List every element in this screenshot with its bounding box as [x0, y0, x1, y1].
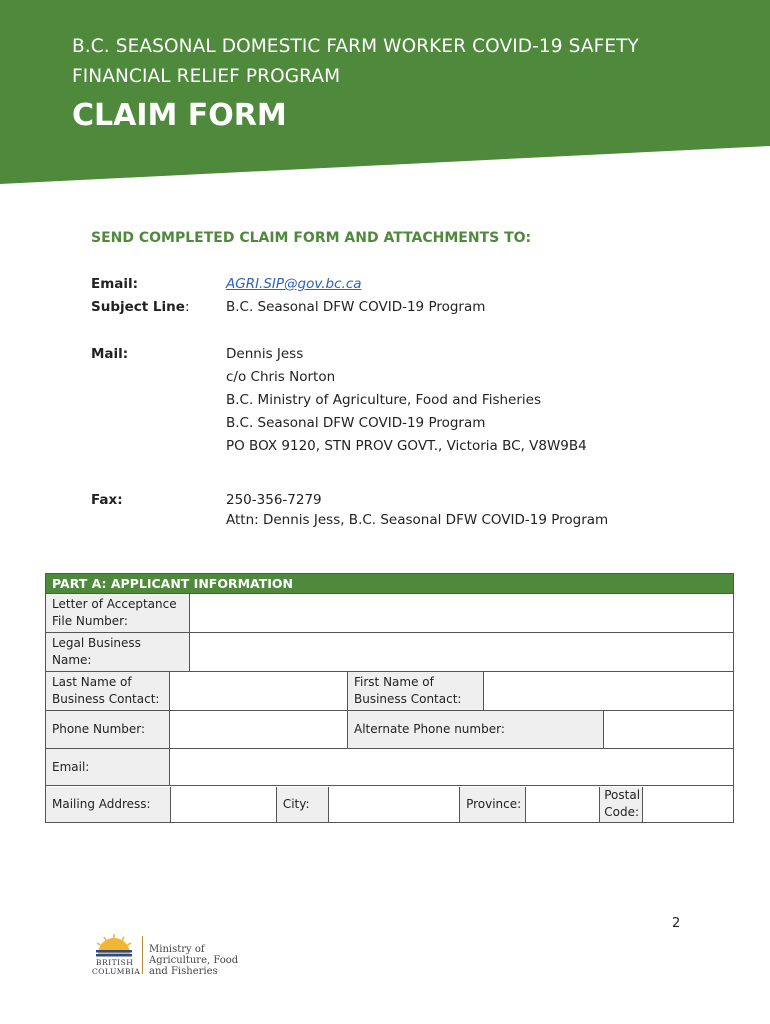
mail-label: Mail: [91, 346, 129, 362]
postal-code-label: Postal Code: [600, 787, 643, 822]
first-name-field[interactable] [484, 672, 734, 711]
logo-divider [142, 936, 143, 974]
fax-label: Fax: [91, 492, 123, 508]
form-title: CLAIM FORM [72, 98, 287, 133]
mailing-address-field[interactable] [170, 787, 276, 822]
mail-line: B.C. Ministry of Agriculture, Food and Fisheries [226, 392, 541, 408]
program-title-line-2: FINANCIAL RELIEF PROGRAM [72, 66, 341, 87]
sun-emblem [92, 932, 136, 958]
alternate-phone-label: Alternate Phone number: [348, 711, 604, 749]
fax-value: 250-356-7279 [226, 492, 322, 508]
city-label: City: [276, 787, 328, 822]
alternate-phone-field[interactable] [604, 711, 734, 749]
mail-line: PO BOX 9120, STN PROV GOVT., Victoria BC, V8W9B4 [226, 438, 587, 454]
legal-business-name-field[interactable] [190, 633, 734, 672]
email-label: Email: [91, 276, 139, 292]
email-field[interactable] [170, 749, 734, 786]
part-a-heading: PART A: APPLICANT INFORMATION [46, 574, 734, 594]
phone-number-field[interactable] [170, 711, 348, 749]
bc-wordmark: BRITISH COLUMBIA [92, 958, 141, 976]
mail-line: B.C. Seasonal DFW COVID-19 Program [226, 415, 486, 431]
email-field-label: Email: [46, 749, 170, 786]
postal-code-field[interactable] [643, 787, 733, 822]
legal-business-name-label: Legal Business Name: [46, 633, 190, 672]
letter-of-acceptance-label: Letter of Acceptance File Number: [46, 594, 190, 633]
province-field[interactable] [526, 787, 600, 822]
subject-label: Subject Line: [91, 299, 190, 315]
mail-line: Dennis Jess [226, 346, 304, 362]
phone-number-label: Phone Number: [46, 711, 170, 749]
fax-attn: Attn: Dennis Jess, B.C. Seasonal DFW COVID-19 Program [226, 512, 609, 528]
city-field[interactable] [328, 787, 459, 822]
program-title-line-1: B.C. SEASONAL DOMESTIC FARM WORKER COVID-19 SAFETY [72, 36, 639, 57]
page-number: 2 [672, 916, 681, 931]
province-label: Province: [460, 787, 526, 822]
mail-line: c/o Chris Norton [226, 369, 336, 385]
mailing-address-label: Mailing Address: [46, 787, 170, 822]
subject-value: B.C. Seasonal DFW COVID-19 Program [226, 299, 486, 315]
letter-of-acceptance-field[interactable] [190, 594, 734, 633]
first-name-label: First Name of Business Contact: [348, 672, 484, 711]
last-name-field[interactable] [170, 672, 348, 711]
send-heading: SEND COMPLETED CLAIM FORM AND ATTACHMENTS TO: [91, 230, 532, 246]
header-banner [0, 0, 770, 190]
last-name-label: Last Name of Business Contact: [46, 672, 170, 711]
applicant-info-table [45, 573, 734, 823]
ministry-name: Ministry of Agriculture, Food and Fisheries [149, 944, 239, 977]
mailing-address-table [46, 787, 733, 822]
banner-shape [0, 0, 770, 190]
mailing-address-row [46, 786, 734, 823]
email-link[interactable]: AGRI.SIP@gov.bc.ca [226, 276, 362, 292]
